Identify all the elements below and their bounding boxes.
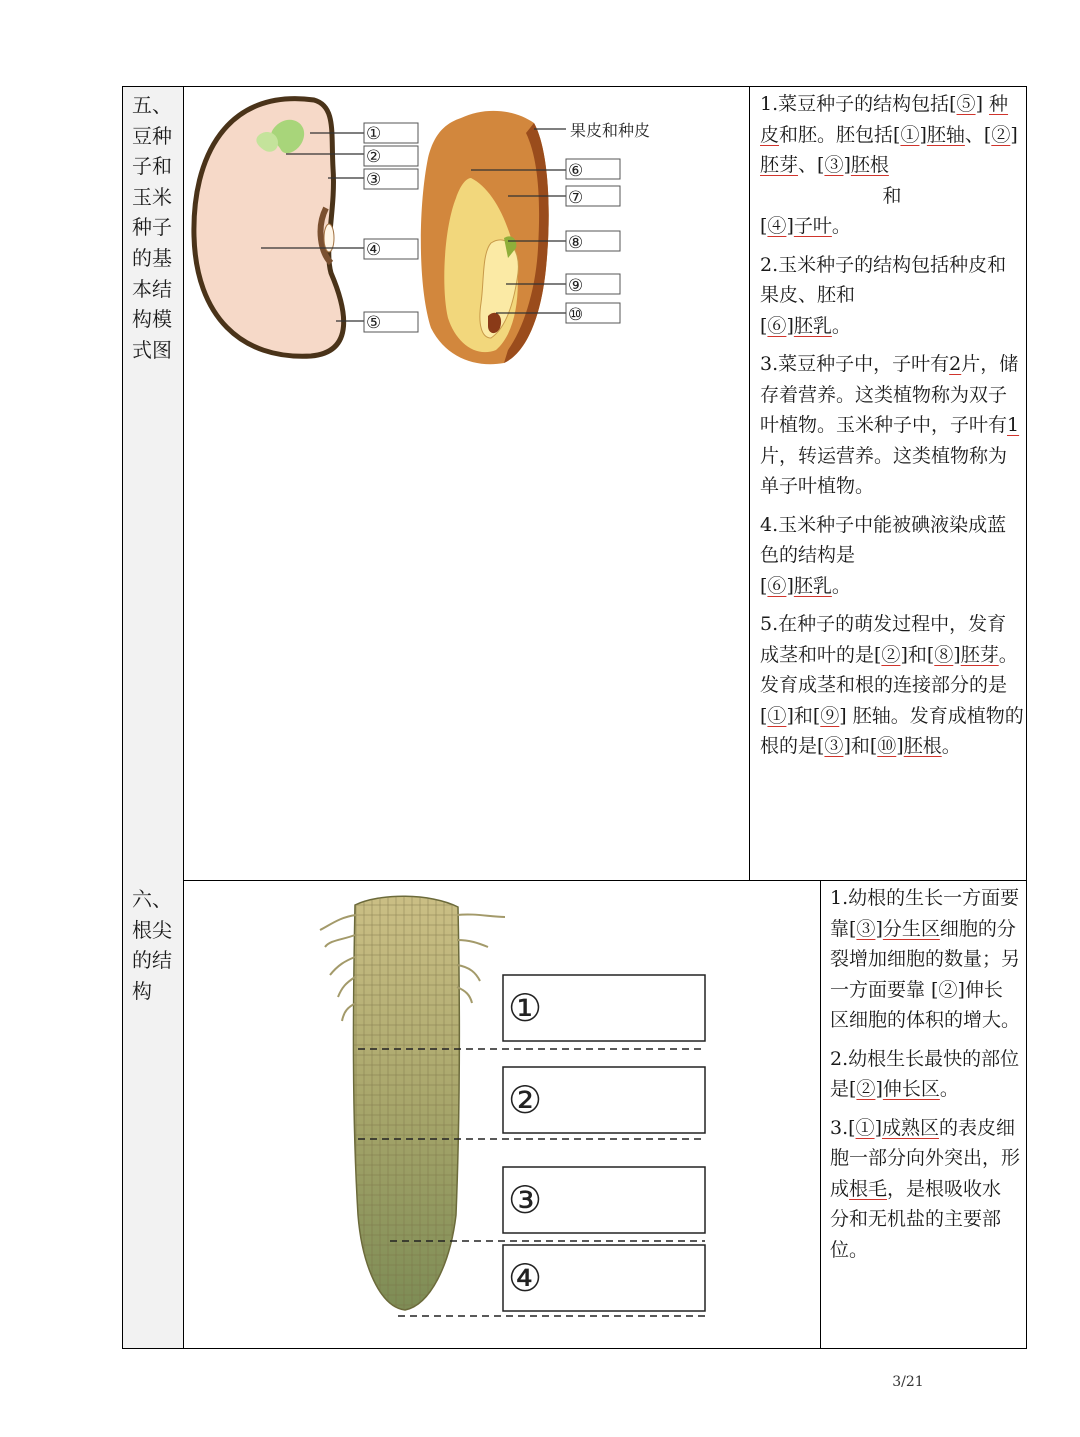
root-label-3: ③ [508, 1178, 543, 1222]
pericarp-label: 果皮和种皮 [570, 121, 651, 140]
s5-item-1: 1.菜豆种子的结构包括[⑤] 种皮和胚。胚包括[①]胚轴、[②] 胚芽、[③]胚根 和 [④]子叶。 [760, 93, 1018, 237]
seed-label-6: ⑥ [568, 161, 584, 181]
section-6-questions [830, 883, 1020, 1273]
bean-and-corn-seed-diagram [186, 88, 676, 373]
root-label-4: ④ [508, 1256, 543, 1300]
table-left-border [122, 86, 123, 1349]
section-6-title: 六、根尖的结构 [132, 887, 172, 1003]
s6-item-2: 2.幼根生长最快的部位是[②]伸长区。 [830, 1047, 1020, 1100]
s6-item-3: 3.[①]成熟区的表皮细胞一部分向外突出，形成根毛，是根吸收水分和无机盐的主要部位。 [830, 1116, 1021, 1261]
seed-label-1: ① [366, 124, 382, 144]
table-label-divider [183, 86, 184, 1349]
s5-item-4: 4.玉米种子中能被碘液染成蓝色的结构是 [⑥]胚乳。 [760, 513, 1007, 597]
s5-item-5: 5.在种子的萌发过程中，发育成茎和叶的是[②]和[⑧]胚芽。发育成茎和根的连接部分的是[①]和[⑨] 胚轴。发育成植物的根的是[③]和[⑩]胚根。 [760, 613, 1024, 757]
root-label-1: ① [508, 986, 543, 1030]
table-row-divider [183, 880, 1027, 881]
s5-item-3: 3.菜豆种子中，子叶有2片，储存着营养。这类植物称为双子叶植物。玉米种子中，子叶有1片，转运营养。这类植物称为单子叶植物。 [760, 353, 1020, 497]
section-5-title: 五、豆种子和玉米种子的基本结构模式图 [132, 93, 172, 362]
seed-label-8: ⑧ [568, 233, 584, 253]
table-top-border [122, 86, 1027, 87]
seed-label-9: ⑨ [568, 276, 584, 296]
table-bottom-border [122, 1348, 1027, 1349]
seed-label-3: ③ [366, 170, 382, 190]
root-tip-diagram [300, 885, 720, 1330]
table-right-border [1026, 86, 1027, 1349]
seed-label-5: ⑤ [366, 313, 382, 333]
section-5-text-divider [749, 86, 750, 880]
page-number: 3/21 [892, 1374, 924, 1390]
seed-label-10: ⑩ [568, 305, 584, 325]
seed-label-2: ② [366, 147, 382, 167]
s5-item-2: 2.玉米种子的结构包括种皮和果皮、胚和 [⑥]胚乳。 [760, 253, 1007, 337]
seed-label-7: ⑦ [568, 188, 584, 208]
section-6-text-divider [820, 880, 821, 1348]
section-5-questions [760, 89, 1024, 770]
root-label-2: ② [508, 1078, 543, 1122]
s6-item-1: 1.幼根的生长一方面要靠[③]分生区细胞的分裂增加细胞的数量；另一方面要靠 [②]伸长区细胞的体积的增大。 [830, 887, 1021, 1031]
seed-label-4: ④ [366, 240, 382, 260]
